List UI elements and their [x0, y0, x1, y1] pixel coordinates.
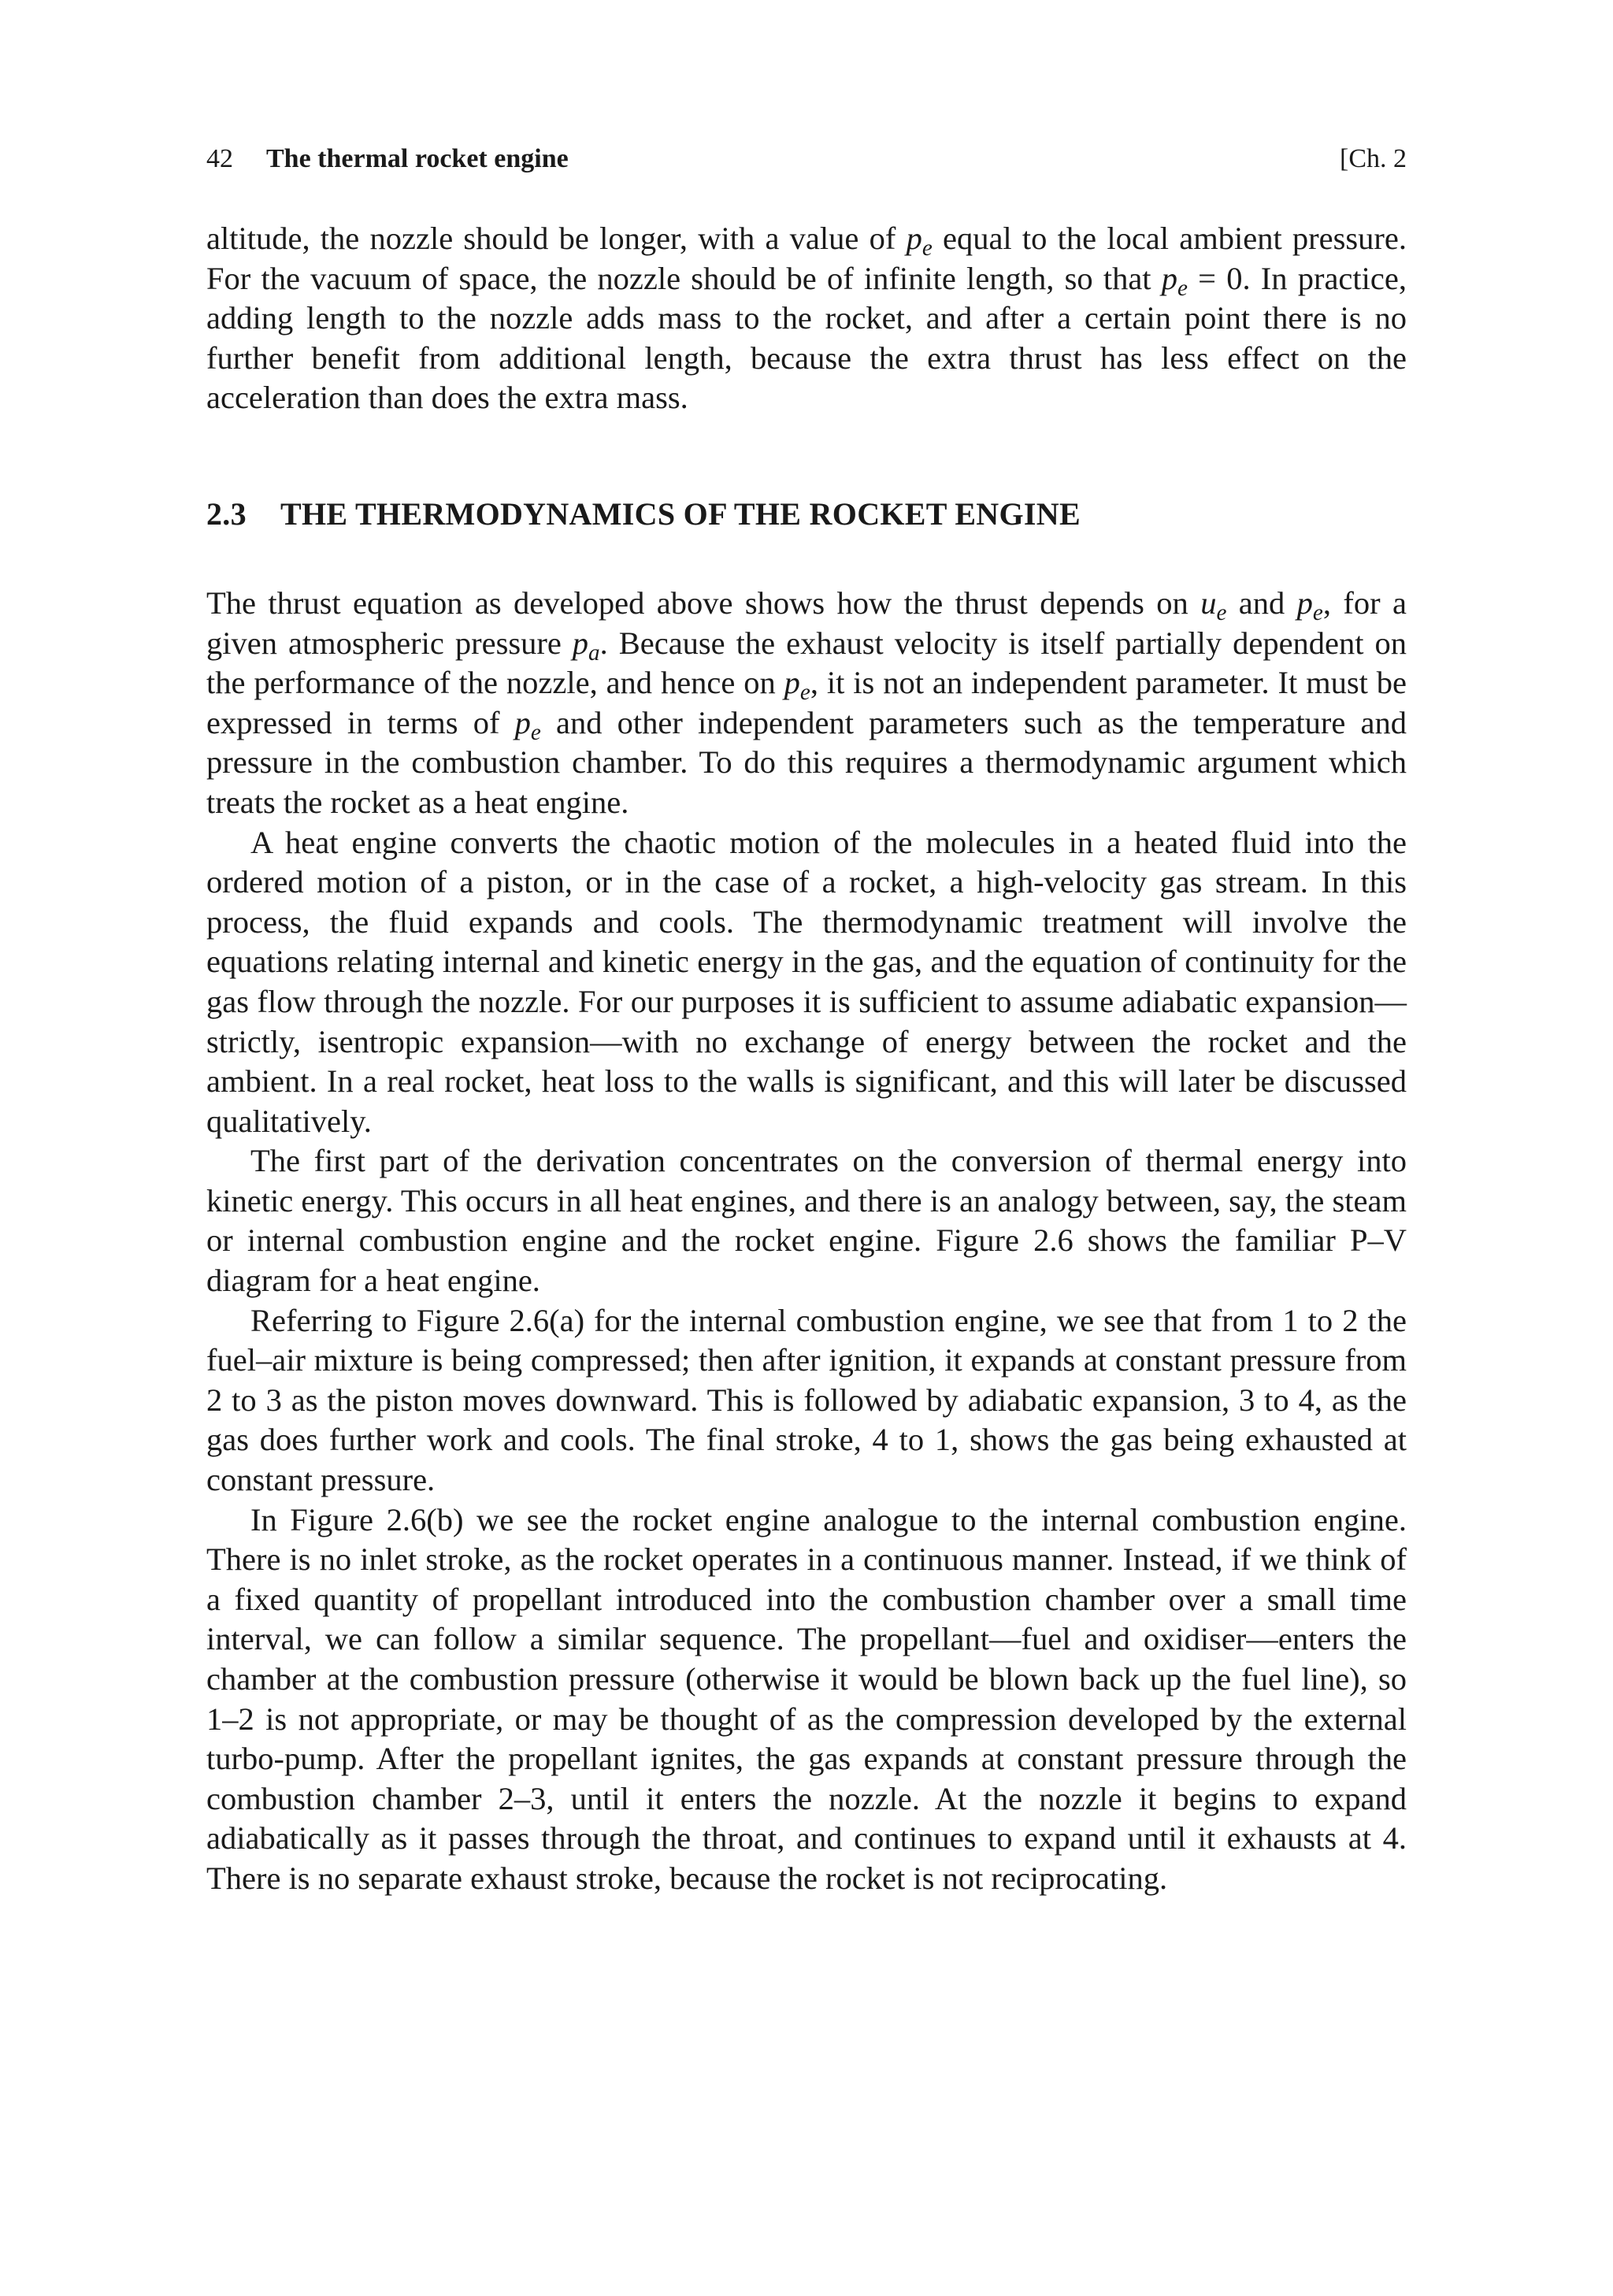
body-text — [206, 219, 1407, 1899]
text-run: = 0. In practice, adding length to the nozzle adds mass to the rocket, and after a certain point there is no further benefit from additional length, because the extra thrust has less effect on the acceleration than does the extra mass. — [206, 260, 1407, 416]
section-heading — [206, 494, 1407, 535]
paragraph-thrust-equation — [206, 584, 1407, 823]
section-title: THE THERMODYNAMICS OF THE ROCKET ENGINE — [280, 495, 1081, 532]
math-u-e: $u_e$ — [1200, 584, 1227, 626]
paragraph-figure-2-6a: Referring to Figure 2.6(a) for the internal combustion engine, we see that from 1 to 2 the fuel–air mixture is being compressed; then after ignition, it expands at constant pressure from 2 to 3 as the piston moves downward. This is followed by adiabatic expansion, 3 to 4, as the gas does further work and cools. The final stroke, 4 to 1, shows the gas being exhausted at constant pressure. — [206, 1302, 1407, 1498]
text-run: and other independent parameters such as the temperature and pressure in the combustion chamber. To do this requires a thermodynamic argument which treats the rocket as a heat engine. — [206, 704, 1407, 820]
running-head-title: The thermal rocket engine — [266, 144, 569, 173]
text-run: The thrust equation as developed above shows how the thrust depends on — [206, 584, 1201, 621]
section-number: 2.3 — [206, 495, 247, 532]
text-run: . Because the exhaust velocity is itself partially dependent on the performance of the nozzle, and hence on — [206, 625, 1407, 701]
math-p-e: $p_e$ — [784, 665, 810, 706]
paragraph-heat-engine: A heat engine converts the chaotic motion of the molecules in a heated fluid into the ordered motion of a piston, or in the case of a rocket, a high-velocity gas stream. In this process, the fluid expands and cools. The thermodynamic treatment will involve the equations relating internal and kinetic energy in the gas, and the equation of continuity for the gas flow through the nozzle. For our purposes it is sufficient to assume adiabatic expansion—strictly, isentropic expansion—with no exchange of energy between the rocket and the ambient. In a real rocket, heat loss to the walls is significant, and this will later be discussed qualitatively. — [206, 824, 1407, 1139]
chapter-label: [Ch. 2 — [1340, 144, 1407, 173]
math-p-e: $p_e$ — [906, 221, 933, 261]
running-head — [206, 140, 1407, 178]
text-run: altitude, the nozzle should be longer, with a value of — [206, 221, 907, 256]
paragraph-figure-2-6b: In Figure 2.6(b) we see the rocket engine analogue to the internal combustion engine. There is no inlet stroke, as the rocket operates in a continuous manner. Instead, if we think of a fixed quantity of propellant introduced into the combustion chamber over a small time interval, we can follow a similar sequence. The propellant—fuel and oxidiser—enters the chamber at the combustion pressure (otherwise it would be blown back up the fuel line), so 1–2 is not appropriate, or may be thought of as the compression developed by the external turbo-pump. After the propellant ignites, the gas expands at constant pressure through the combustion chamber 2–3, until it enters the nozzle. At the nozzle it begins to expand adiabatically as it passes through the throat, and continues to expand until it exhausts at 4. There is no separate exhaust stroke, because the rocket is not reciprocating. — [206, 1501, 1407, 1896]
text-run: , for a given atmospheric pressure — [206, 584, 1407, 661]
text-run: and — [1226, 584, 1297, 621]
opening-paragraph — [206, 219, 1407, 418]
paragraph-derivation: The first part of the derivation concentrates on the conversion of thermal energy into kinetic energy. This occurs in all heat engines, and there is an analogy between, say, the steam or internal combustion engine and the rocket engine. Figure 2.6 shows the familiar P–V diagram for a heat engine. — [206, 1143, 1407, 1299]
math-p-e: $p_e$ — [1161, 260, 1188, 301]
text-run: , it is not an independent parameter. It must be expressed in terms of — [206, 665, 1407, 740]
math-p-e: $p_e$ — [1296, 584, 1323, 626]
text-run: equal to the local ambient pressure. For the vacuum of space, the nozzle should be of infinite length, so that — [206, 221, 1407, 296]
math-p-a: $p_a$ — [572, 625, 600, 666]
page-number: 42 — [206, 144, 233, 173]
math-p-e: $p_e$ — [514, 704, 541, 745]
